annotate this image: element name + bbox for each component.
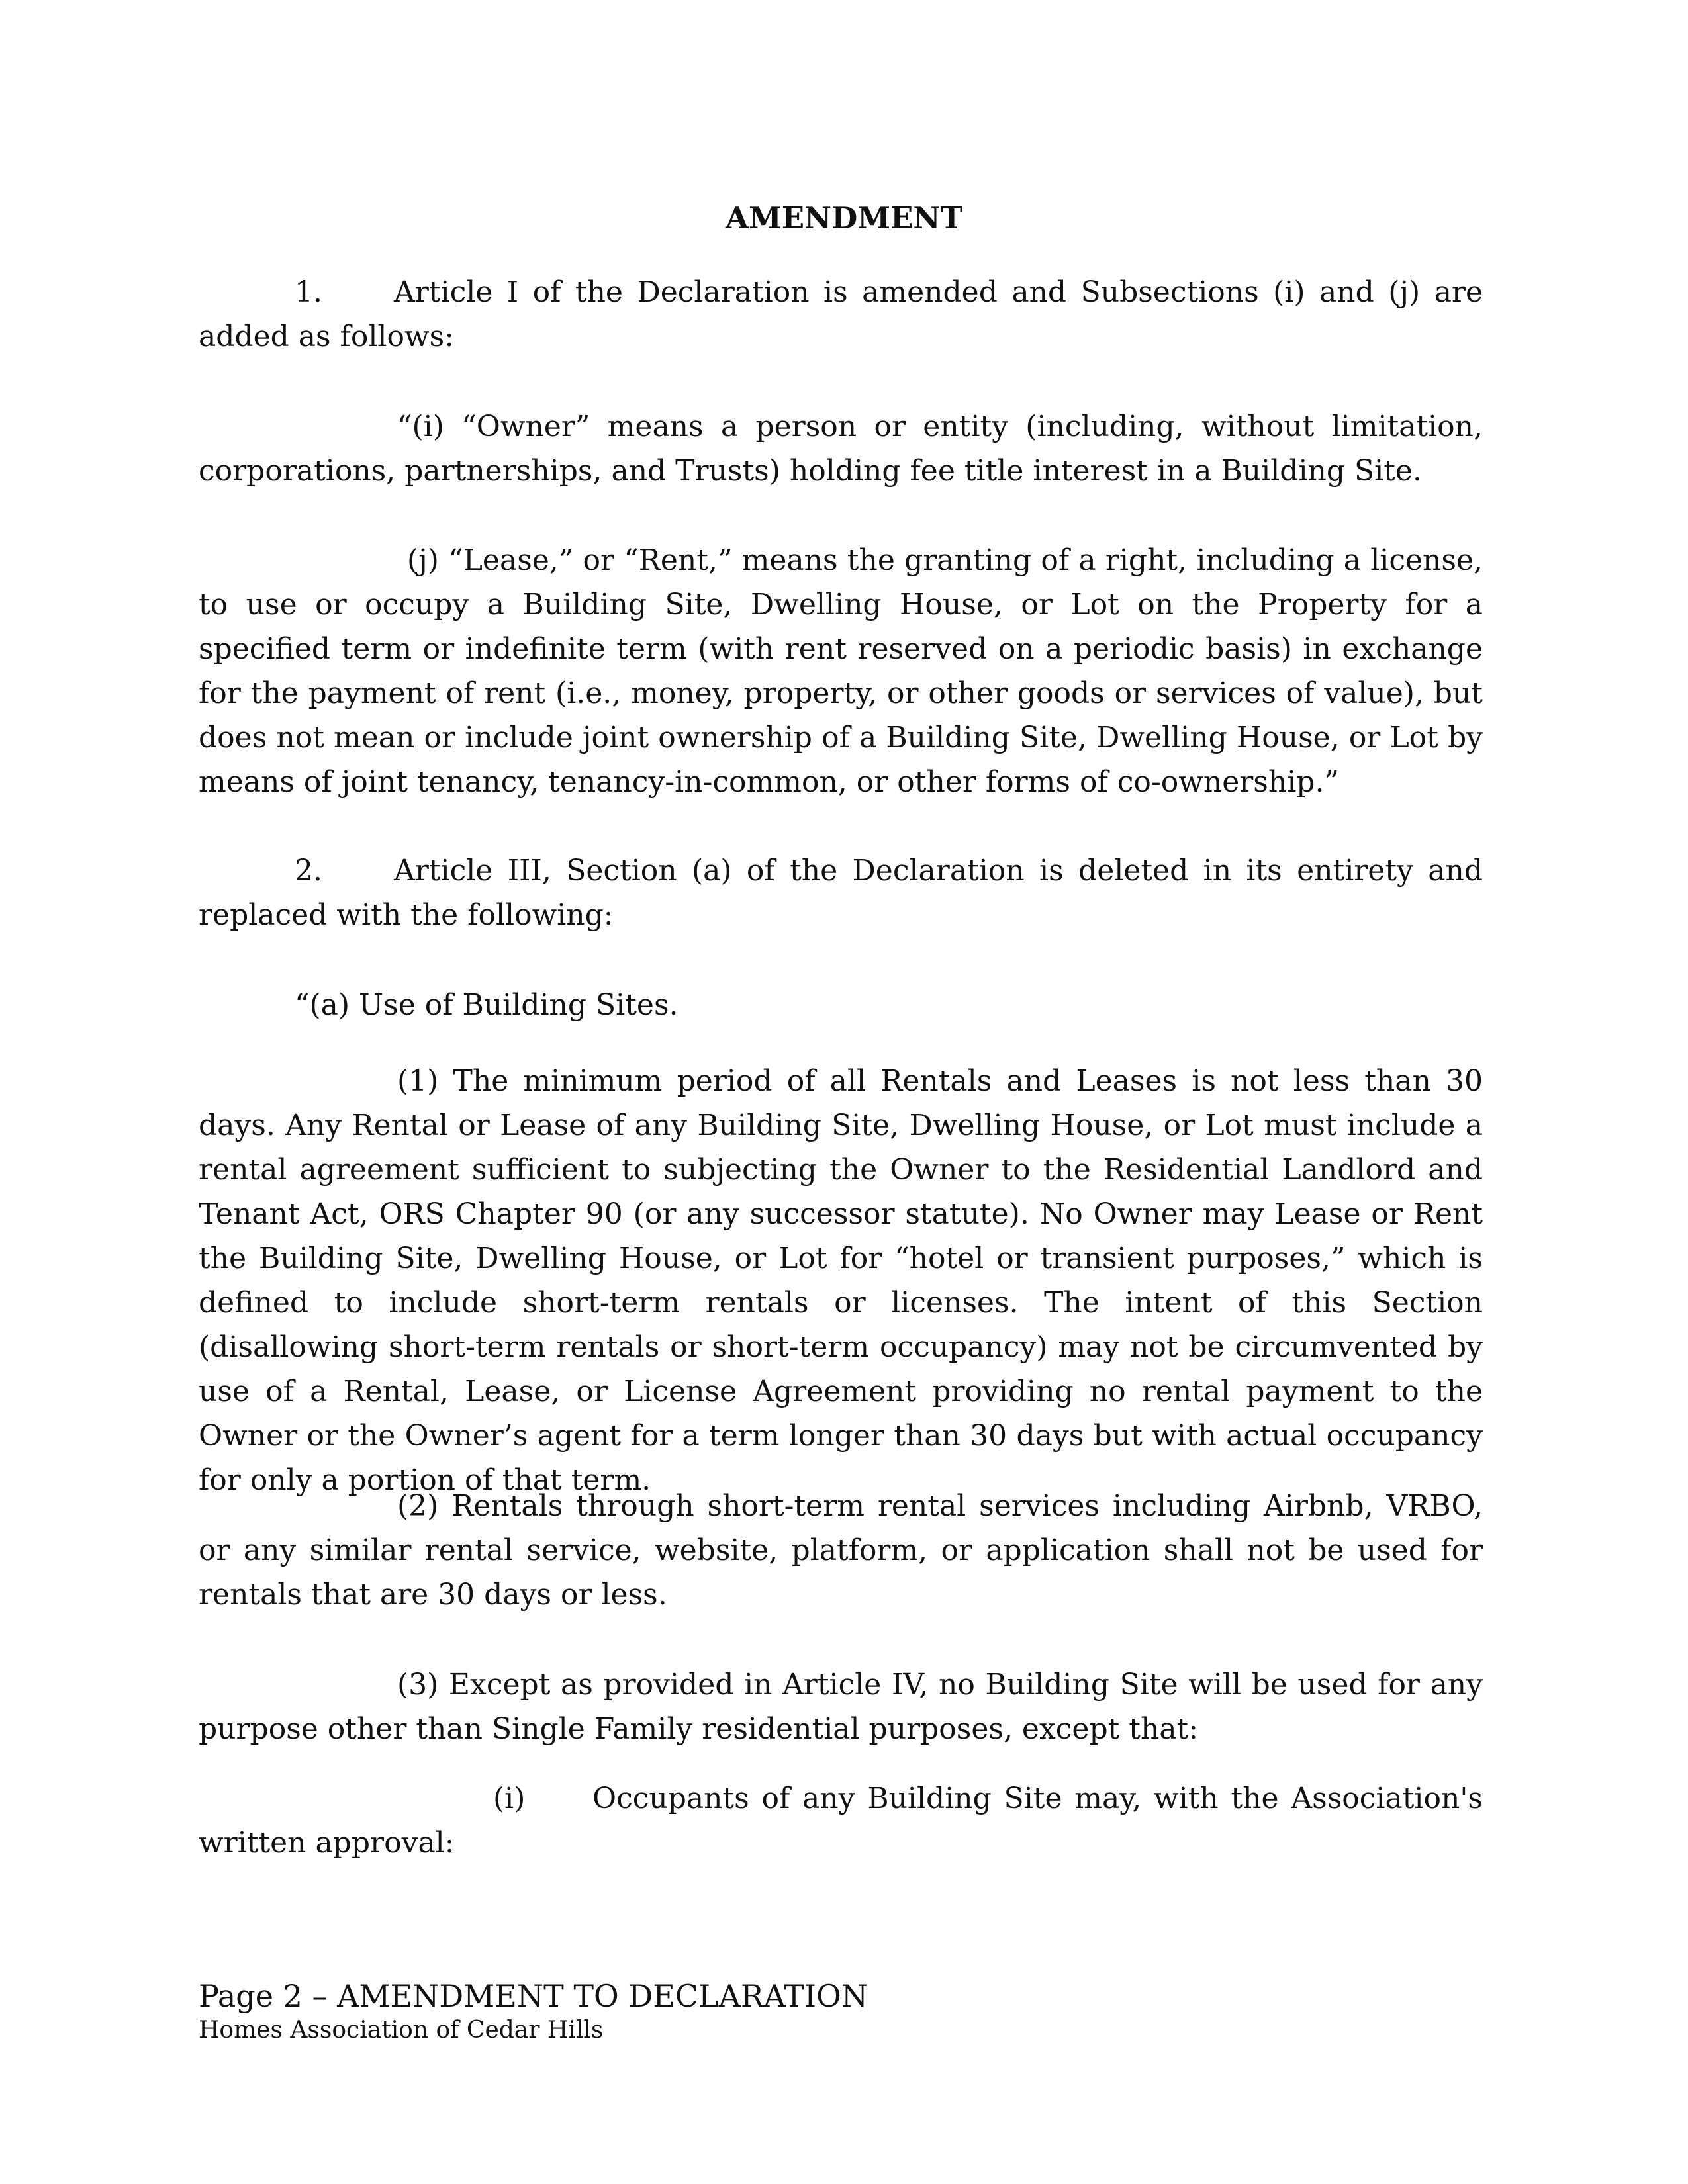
paragraph-1-number: 1. [295, 275, 322, 309]
definition-owner: “(i) “Owner” means a person or entity (including, without limitation, corporations, partnerships, and Trusts) holding fee title interest in a Building Site. [199, 410, 1483, 488]
paragraph-2-number: 2. [295, 854, 322, 887]
paragraph-1 [199, 270, 1483, 359]
subsection-a-title: “(a) Use of Building Sites. [295, 988, 679, 1022]
paragraph-2-text: Article III, Section (a) of the Declaration is deleted in its entirety and replaced with the following: [199, 854, 1483, 932]
clause-1: (1) The minimum period of all Rentals and Leases is not less than 30 days. Any Rental or Lease of any Building Site, Dwelling House, or Lot must include a rental agreement sufficient to subjecting the Owner to the Residential Landlord and Tenant Act, ORS Chapter 90 (or any successor statute). No Owner may Lease or Rent the Building Site, Dwelling House, or Lot for “hotel or transient purposes,” which is defined to include short-term rentals or licenses. The intent of this Section (disallowing short-term rentals or short-term occupancy) may not be circumvented by use of a Rental, Lease, or License Agreement providing no rental payment to the Owner or the Owner’s agent for a term longer than 30 days but with actual occupancy for only a portion of that term. [199, 1064, 1483, 1497]
clause-3-i [199, 1776, 1483, 1865]
paragraph-1-text: Article I of the Declaration is amended and Subsections (i) and (j) are added as follows: [199, 275, 1483, 353]
footer-page-label: Page 2 – AMENDMENT TO DECLARATION [199, 1978, 868, 2014]
footer-association: Homes Association of Cedar Hills [199, 2017, 604, 2044]
clause-3: (3) Except as provided in Article IV, no Building Site will be used for any purpose other than Single Family residential purposes, except that: [199, 1668, 1483, 1746]
document-heading: AMENDMENT [726, 201, 962, 236]
paragraph-2 [199, 848, 1483, 937]
clause-3-i-text: Occupants of any Building Site may, with the Association's written approval: [199, 1782, 1483, 1860]
clause-3-i-number: (i) [493, 1782, 526, 1815]
clause-2: (2) Rentals through short-term rental services including Airbnb, VRBO, or any similar rental service, website, platform, or application shall not be used for rentals that are 30 days or less. [199, 1489, 1483, 1612]
definition-lease: (j) “Lease,” or “Rent,” means the granting of a right, including a license, to use or occupy a Building Site, Dwelling House, or Lot on the Property for a specified term or indefinite term (with rent reserved on a periodic basis) in exchange for the payment of rent (i.e., money, property, or other goods or services of value), but does not mean or include joint ownership of a Building Site, Dwelling House, or Lot by means of joint tenancy, tenancy-in-common, or other forms of co-ownership.” [199, 543, 1483, 799]
